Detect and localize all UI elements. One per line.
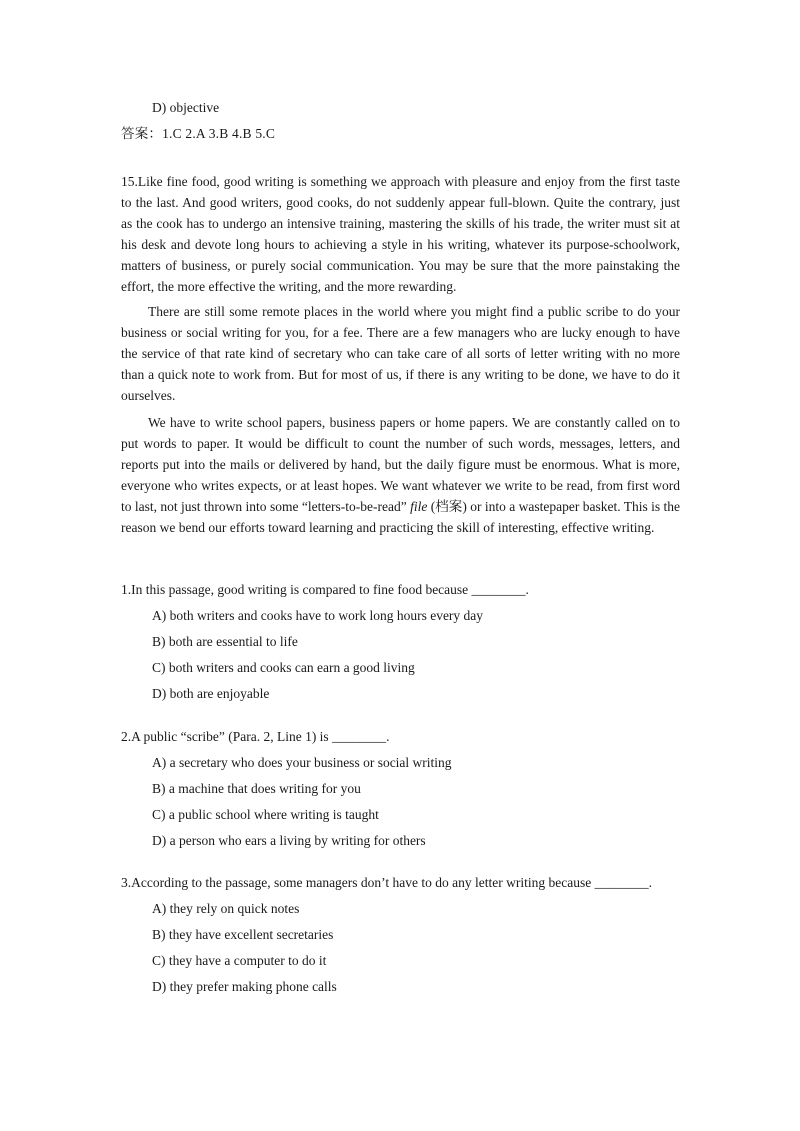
question-3-stem: 3.According to the passage, some managers don’t have to do any letter writing because ________. bbox=[121, 875, 652, 890]
question-3-option-c: C) they have a computer to do it bbox=[152, 953, 327, 968]
paragraph-3-text-end: (档案) or into a wastepaper basket. This is the reason we bend our efforts toward learning and practicing the skill of interesting, effective writing. bbox=[121, 499, 680, 535]
question-1-stem: 1.In this passage, good writing is compared to fine food because ________. bbox=[121, 582, 529, 597]
passage-paragraph-1: 15.Like fine food, good writing is something we approach with pleasure and enjoy from the first taste to the last. And good writers, good cooks, do not suddenly appear full-blown. Quite the contrary, just as the cook has to undergo an intensive training, mastering the skills of his trade, the writer must sit at his desk and devote long hours to achieving a style in his writing, whatever its purpose-schoolwork, matters of business, or purely social communication. You may be sure that the more painstaking the effort, the more effective the writing, and the more rewarding. bbox=[121, 174, 680, 294]
question-3-option-b: B) they have excellent secretaries bbox=[152, 927, 334, 942]
question-2-option-d: D) a person who ears a living by writing for others bbox=[152, 833, 426, 848]
answer-key: 答案：1.C 2.A 3.B 4.B 5.C bbox=[121, 126, 276, 141]
paragraph-3-text-start: We have to write school papers, business papers or home papers. We are constantly called on to put words to paper. It would be difficult to count the number of such words, messages, letters, and reports put into the mails or delivered by hand, but the daily figure must be enormous. What is more, everyone who writes expects, or at least hopes. We want whatever we write to be read, from first word to last, not just thrown into some “letters-to-be-read” bbox=[121, 415, 680, 514]
question-2-option-c: C) a public school where writing is taught bbox=[152, 807, 379, 822]
passage-paragraph-2: There are still some remote places in the world where you might find a public scribe to do your business or social writing for you, for a fee. There are a few managers who are lucky enough to have the service of that rate kind of secretary who can take care of all sorts of letter writing with no more than a quick note to work from. But for most of us, if there is any writing to be done, we have to do it ourselves. bbox=[121, 304, 680, 403]
question-1-option-d: D) both are enjoyable bbox=[152, 686, 270, 701]
question-3-option-d: D) they prefer making phone calls bbox=[152, 979, 337, 994]
paragraph-3-italic-file: file bbox=[410, 499, 428, 514]
previous-option-d: D) objective bbox=[152, 100, 220, 115]
question-2-option-a: A) a secretary who does your business or social writing bbox=[152, 755, 452, 770]
passage-paragraph-3 bbox=[121, 412, 680, 538]
question-2-stem: 2.A public “scribe” (Para. 2, Line 1) is ________. bbox=[121, 729, 390, 744]
question-3-option-a: A) they rely on quick notes bbox=[152, 901, 300, 916]
question-2-option-b: B) a machine that does writing for you bbox=[152, 781, 361, 796]
question-1-option-b: B) both are essential to life bbox=[152, 634, 298, 649]
question-1-option-c: C) both writers and cooks can earn a good living bbox=[152, 660, 415, 675]
question-1-option-a: A) both writers and cooks have to work long hours every day bbox=[152, 608, 484, 623]
